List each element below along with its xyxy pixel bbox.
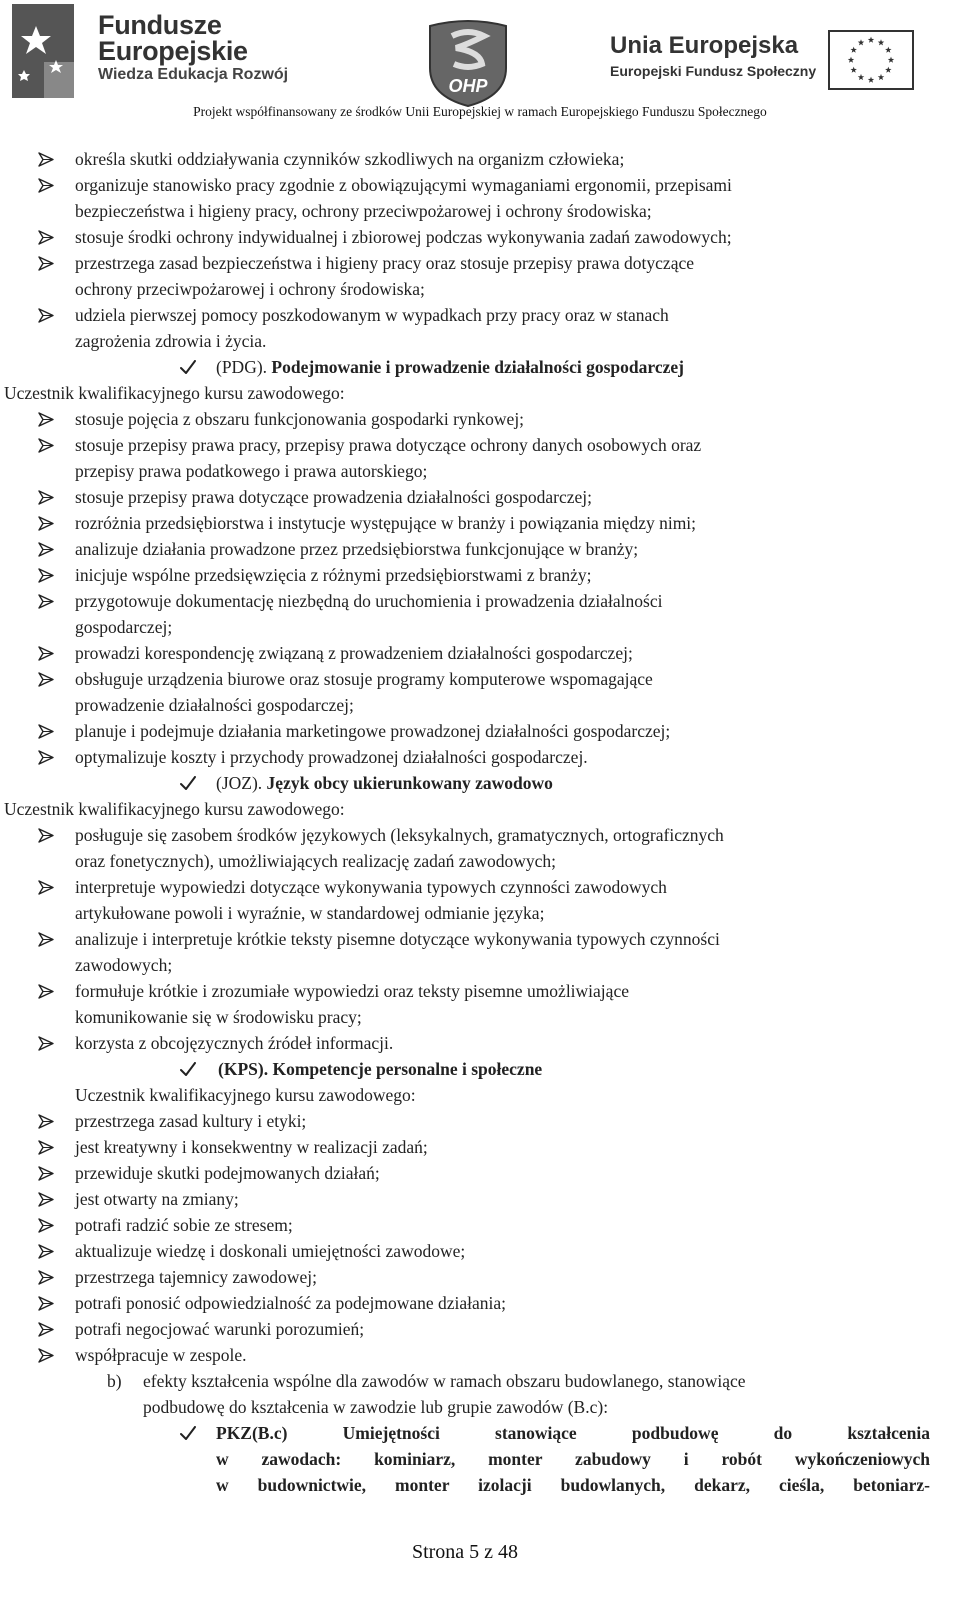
arrow-bullet-icon	[38, 1134, 54, 1160]
arrow-bullet-icon	[38, 744, 54, 770]
list-item: potrafi ponosić odpowiedzialność za podejmowane działania;	[75, 1293, 507, 1313]
pkz-heading: w budownictwie, monter izolacji budowlanych, dekarz, cieśla, betoniarz-	[216, 1475, 930, 1495]
arrow-bullet-icon	[38, 822, 54, 848]
section-code: (JOZ).	[216, 773, 263, 793]
page-header	[0, 0, 960, 128]
ohp-logo	[422, 18, 514, 108]
section-heading-joz	[216, 770, 553, 796]
list-item: interpretuje wypowiedzi dotyczące wykonywania typowych czynności zawodowych	[75, 877, 667, 897]
list-item: potrafi radzić sobie ze stresem;	[75, 1215, 293, 1235]
arrow-bullet-icon	[38, 536, 54, 562]
arrow-bullet-icon	[38, 874, 54, 900]
list-item-continuation: oraz fonetycznych), umożliwiających realizację zadań zawodowych;	[75, 851, 556, 871]
list-item: jest otwarty na zmiany;	[75, 1189, 239, 1209]
section-heading-pdg	[216, 354, 684, 380]
arrow-bullet-icon	[38, 172, 54, 198]
list-item: stosuje przepisy prawa dotyczące prowadzenia działalności gospodarczej;	[75, 487, 593, 507]
check-bullet-icon	[180, 354, 196, 380]
arrow-bullet-icon	[38, 1030, 54, 1056]
section-title: Podejmowanie i prowadzenie działalności gospodarczej	[271, 357, 684, 377]
list-item-continuation: zawodowych;	[75, 955, 173, 975]
ohp-logo-text: OHP	[448, 76, 488, 96]
list-item: przygotowuje dokumentację niezbędną do uruchomienia i prowadzenia działalności	[75, 591, 663, 611]
list-item-continuation: artykułowane powoli i wyraźnie, w standardowej odmianie języka;	[75, 903, 545, 923]
list-item-continuation: zagrożenia zdrowia i życia.	[75, 331, 267, 351]
arrow-bullet-icon	[38, 432, 54, 458]
list-item: stosuje przepisy prawa pracy, przepisy prawa dotyczące ochrony danych osobowych oraz	[75, 435, 702, 455]
section-title: Kompetencje personalne i społeczne	[272, 1059, 543, 1079]
eu-flag-icon	[828, 30, 914, 90]
section-intro: Uczestnik kwalifikacyjnego kursu zawodowego:	[75, 1085, 416, 1105]
pkz-heading: w zawodach: kominiarz, monter zabudowy i robót wykończeniowych	[216, 1449, 930, 1469]
unia-europejska-logo	[610, 30, 940, 100]
list-item: obsługuje urządzenia biurowe oraz stosuje programy komputerowe wspomagające	[75, 669, 653, 689]
list-item: prowadzi korespondencję związaną z prowadzeniem działalności gospodarczej;	[75, 643, 633, 663]
arrow-bullet-icon	[38, 666, 54, 692]
list-item: analizuje działania prowadzone przez przedsiębiorstwa funkcjonujące w branży;	[75, 539, 639, 559]
arrow-bullet-icon	[38, 562, 54, 588]
arrow-bullet-icon	[38, 1160, 54, 1186]
list-item: określa skutki oddziaływania czynników szkodliwych na organizm człowieka;	[75, 149, 625, 169]
check-bullet-icon	[180, 1420, 196, 1446]
section-title: Język obcy ukierunkowany zawodowo	[266, 773, 553, 793]
list-marker-b: b)	[107, 1371, 122, 1391]
arrow-bullet-icon	[38, 302, 54, 328]
list-item-continuation: przepisy prawa podatkowego i prawa autorskiego;	[75, 461, 428, 481]
fe-logo-line2: Europejskie	[98, 36, 248, 66]
section-intro: Uczestnik kwalifikacyjnego kursu zawodowego:	[4, 799, 345, 819]
list-item: przestrzega zasad bezpieczeństwa i higieny pracy oraz stosuje przepisy prawa dotyczące	[75, 253, 694, 273]
list-item: przestrzega tajemnicy zawodowej;	[75, 1267, 317, 1287]
list-item: udziela pierwszej pomocy poszkodowanym w wypadkach przy pracy oraz w stanach	[75, 305, 669, 325]
list-item: posługuje się zasobem środków językowych (leksykalnych, gramatycznych, ortograficznych	[75, 825, 724, 845]
list-item-continuation: ochrony przeciwpożarowej i ochrony środowiska;	[75, 279, 425, 299]
pkz-heading: PKZ(B.c) Umiejętności stanowiące podbudowę do kształcenia	[216, 1423, 930, 1443]
arrow-bullet-icon	[38, 718, 54, 744]
section-b-text: podbudowę do kształcenia w zawodzie lub grupie zawodów (B.c):	[143, 1397, 609, 1417]
fe-logo-line1: Fundusze	[98, 10, 222, 40]
list-item: stosuje środki ochrony indywidualnej i zbiorowej podczas wykonywania zadań zawodowych;	[75, 227, 732, 247]
section-code: (KPS).	[218, 1059, 269, 1079]
list-item: współpracuje w zespole.	[75, 1345, 247, 1365]
arrow-bullet-icon	[38, 1316, 54, 1342]
list-item: jest kreatywny i konsekwentny w realizacji zadań;	[75, 1137, 428, 1157]
section-intro: Uczestnik kwalifikacyjnego kursu zawodowego:	[4, 383, 345, 403]
list-item: inicjuje wspólne przedsięwzięcia z różnymi przedsiębiorstwami z branży;	[75, 565, 592, 585]
list-item: przewiduje skutki podejmowanych działań;	[75, 1163, 380, 1183]
list-item-continuation: gospodarczej;	[75, 617, 173, 637]
arrow-bullet-icon	[38, 588, 54, 614]
arrow-bullet-icon	[38, 640, 54, 666]
arrow-bullet-icon	[38, 1342, 54, 1368]
arrow-bullet-icon	[38, 146, 54, 172]
list-item-continuation: prowadzenie działalności gospodarczej;	[75, 695, 354, 715]
check-bullet-icon	[180, 770, 196, 796]
ue-logo-line2: Europejski Fundusz Społeczny	[610, 63, 817, 79]
list-item: rozróżnia przedsiębiorstwa i instytucje występujące w branży i powiązania między nimi;	[75, 513, 697, 533]
arrow-bullet-icon	[38, 1238, 54, 1264]
arrow-bullet-icon	[38, 510, 54, 536]
list-item: analizuje i interpretuje krótkie teksty pisemne dotyczące wykonywania typowych czynności	[75, 929, 720, 949]
list-item: planuje i podejmuje działania marketingowe prowadzonej działalności gospodarczej;	[75, 721, 671, 741]
check-bullet-icon	[180, 1056, 196, 1082]
arrow-bullet-icon	[38, 484, 54, 510]
list-item: formułuje krótkie i zrozumiałe wypowiedzi oraz teksty pisemne umożliwiające	[75, 981, 629, 1001]
arrow-bullet-icon	[38, 978, 54, 1004]
list-item: przestrzega zasad kultury i etyki;	[75, 1111, 307, 1131]
list-item: organizuje stanowisko pracy zgodnie z obowiązującymi wymaganiami ergonomii, przepisami	[75, 175, 732, 195]
arrow-bullet-icon	[38, 1186, 54, 1212]
arrow-bullet-icon	[38, 224, 54, 250]
ue-logo-line1: Unia Europejska	[610, 32, 799, 59]
page-number: Strona 5 z 48	[411, 1541, 519, 1563]
list-item-continuation: bezpieczeństwa i higieny pracy, ochrony przeciwpożarowej i ochrony środowiska;	[75, 201, 652, 221]
arrow-bullet-icon	[38, 1212, 54, 1238]
list-item: aktualizuje wiedzę i doskonali umiejętności zawodowe;	[75, 1241, 466, 1261]
arrow-bullet-icon	[38, 1264, 54, 1290]
list-item: stosuje pojęcia z obszaru funkcjonowania gospodarki rynkowej;	[75, 409, 525, 429]
arrow-bullet-icon	[38, 1290, 54, 1316]
section-heading-kps	[218, 1056, 542, 1082]
fundusze-europejskie-logo	[4, 2, 304, 100]
arrow-bullet-icon	[38, 406, 54, 432]
arrow-bullet-icon	[38, 926, 54, 952]
fe-star-mark-icon	[4, 2, 94, 100]
arrow-bullet-icon	[38, 250, 54, 276]
arrow-bullet-icon	[38, 1108, 54, 1134]
section-code: (PDG).	[216, 357, 268, 377]
project-cofinancing-line: Projekt współfinansowany ze środków Unii Europejskiej w ramach Europejskiego Funduszu Społecznego	[193, 104, 767, 119]
section-b-text: efekty kształcenia wspólne dla zawodów w ramach obszaru budowlanego, stanowiące	[143, 1371, 746, 1391]
fe-logo-line3: Wiedza Edukacja Rozwój	[98, 66, 289, 83]
list-item: optymalizuje koszty i przychody prowadzonej działalności gospodarczej.	[75, 747, 588, 767]
list-item-continuation: komunikowanie się w środowisku pracy;	[75, 1007, 362, 1027]
list-item: korzysta z obcojęzycznych źródeł informacji.	[75, 1033, 394, 1053]
list-item: potrafi negocjować warunki porozumień;	[75, 1319, 365, 1339]
